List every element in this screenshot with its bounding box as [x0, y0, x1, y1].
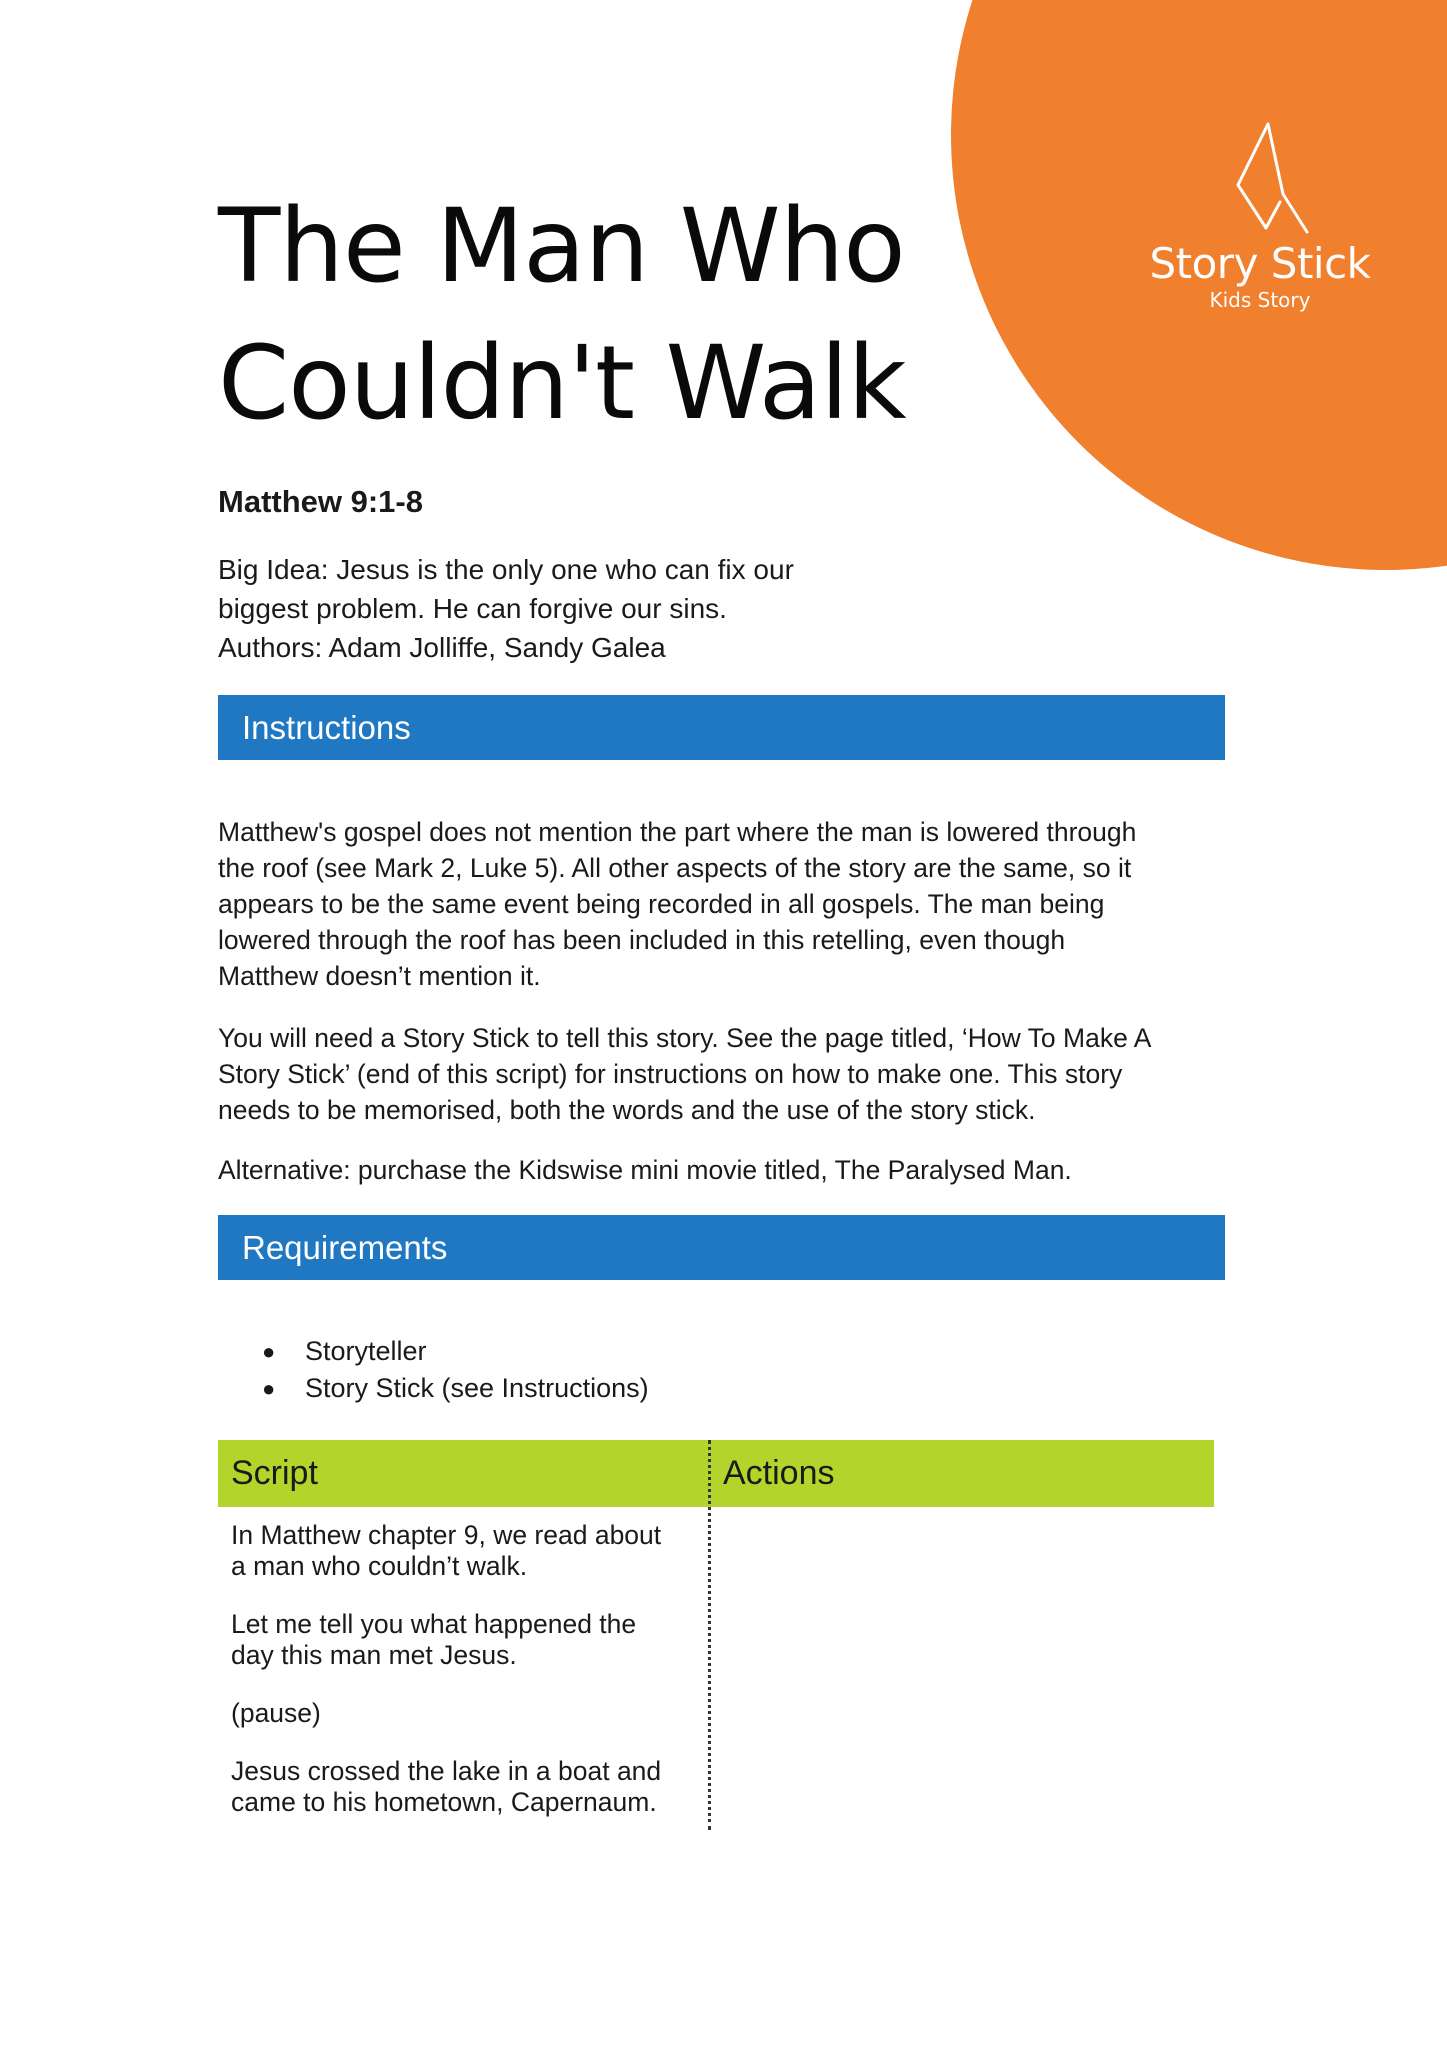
page-title-line: The Man Who: [218, 187, 905, 306]
script-row: [231, 1609, 696, 1671]
script-row: [231, 1520, 696, 1582]
requirements-list: [262, 1333, 649, 1407]
brand-name: Story Stick: [1149, 239, 1371, 288]
intro-block: [218, 550, 918, 667]
text-line: Story Stick’ (end of this script) for instructions on how to make one. This story: [218, 1059, 1123, 1089]
bullet-icon: ●: [262, 1376, 276, 1401]
script-column: [231, 1520, 696, 1845]
script-row: [231, 1756, 696, 1818]
text-line: lowered through the roof has been included in this retelling, even though: [218, 925, 1066, 955]
list-item: [262, 1370, 649, 1407]
text-line: a man who couldn’t walk.: [231, 1551, 528, 1581]
bullet-icon: ●: [262, 1339, 276, 1364]
script-column-header: Script: [231, 1454, 318, 1492]
text-line: (pause): [231, 1698, 321, 1728]
text-line: Matthew's gospel does not mention the part where the man is lowered through: [218, 817, 1137, 847]
instructions-paragraph: [218, 814, 1228, 994]
big-idea-line: biggest problem. He can forgive our sins.: [218, 593, 727, 624]
script-row: [231, 1698, 696, 1729]
list-item: [262, 1333, 649, 1370]
bible-reference: Matthew 9:1-8: [218, 484, 423, 519]
instructions-heading: Instructions: [218, 695, 1225, 760]
alternative-paragraph: Alternative: purchase the Kidswise mini movie titled, The Paralysed Man.: [218, 1155, 1072, 1185]
text-line: day this man met Jesus.: [231, 1640, 517, 1670]
requirements-heading: Requirements: [218, 1215, 1225, 1280]
text-line: Let me tell you what happened the: [231, 1609, 637, 1639]
text-line: came to his hometown, Capernaum.: [231, 1787, 657, 1817]
authors-line: Authors: Adam Jolliffe, Sandy Galea: [218, 632, 666, 663]
text-line: appears to be the same event being recorded in all gospels. The man being: [218, 889, 1105, 919]
text-line: the roof (see Mark 2, Luke 5). All other aspects of the story are the same, so it: [218, 853, 1132, 883]
actions-column-header: Actions: [723, 1454, 835, 1492]
table-header: [218, 1440, 1214, 1507]
big-idea-line: Big Idea: Jesus is the only one who can fix our: [218, 554, 794, 585]
text-line: Jesus crossed the lake in a boat and: [231, 1756, 662, 1786]
text-line: needs to be memorised, both the words and the use of the story stick.: [218, 1095, 1036, 1125]
story-stick-icon: [1200, 120, 1320, 240]
list-item-label: Story Stick (see Instructions): [305, 1373, 649, 1403]
page-title: [218, 178, 958, 452]
story-stick-logo: [1140, 120, 1380, 312]
instructions-paragraph: [218, 1020, 1228, 1128]
script-table: [218, 1440, 1214, 1830]
page-title-line: Couldn't Walk: [218, 324, 906, 443]
text-line: In Matthew chapter 9, we read about: [231, 1520, 662, 1550]
column-divider: [708, 1440, 711, 1830]
text-line: You will need a Story Stick to tell this story. See the page titled, ‘How To Make A: [218, 1023, 1152, 1053]
brand-subtitle: Kids Story: [1209, 288, 1311, 312]
list-item-label: Storyteller: [305, 1336, 427, 1366]
text-line: Matthew doesn’t mention it.: [218, 961, 541, 991]
